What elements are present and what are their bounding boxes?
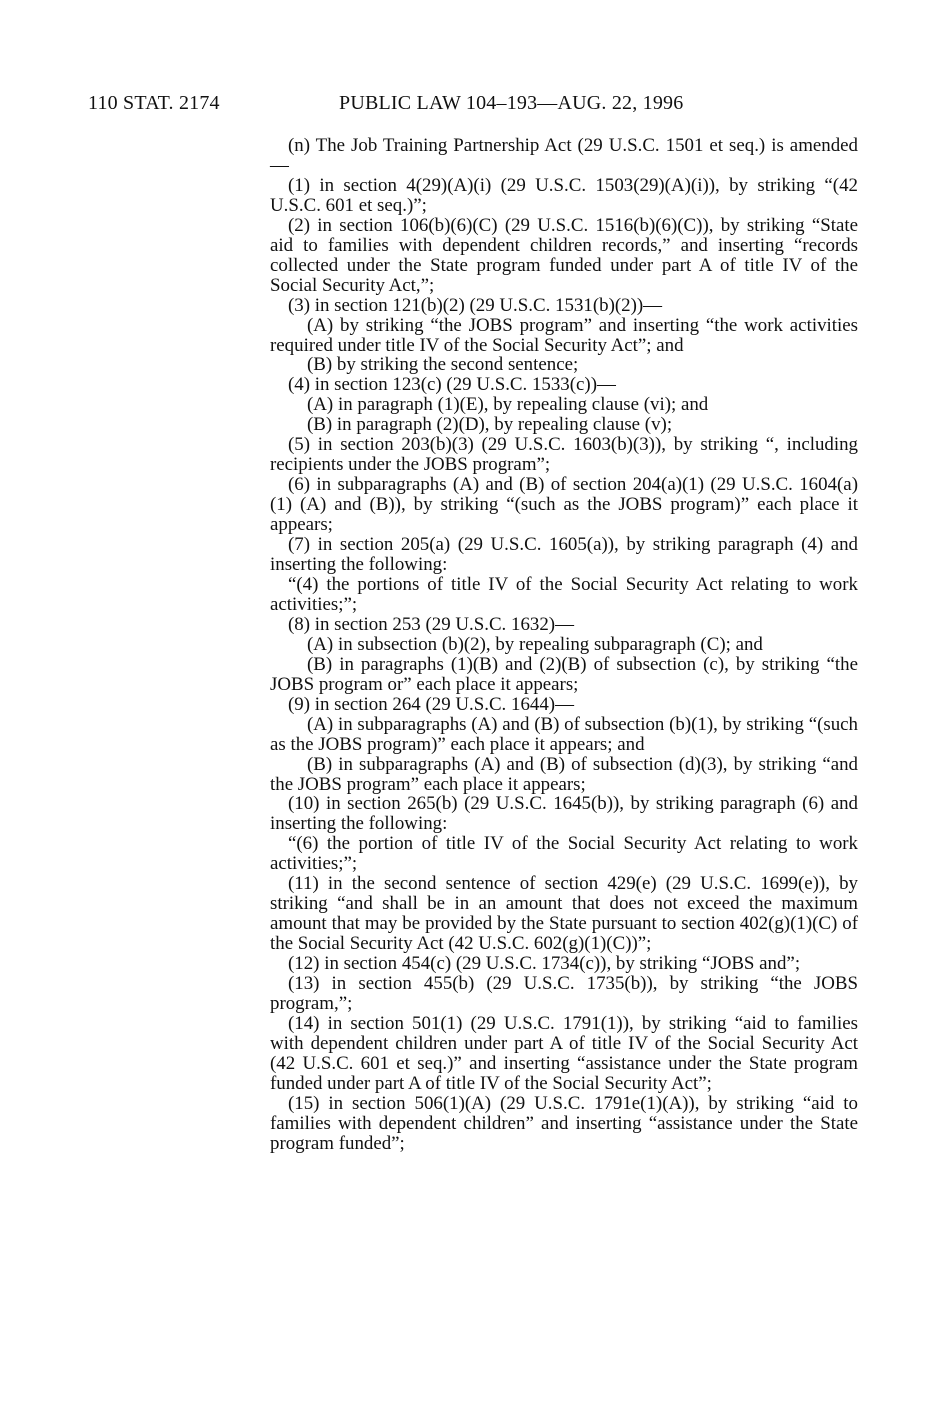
paragraph: (6) in subparagraphs (A) and (B) of section 204(a)(1) (29 U.S.C. 1604(a)(1) (A) and (B)), by striking “(such as the JOBS program)” each place it appears; — [270, 474, 858, 536]
public-law-title: PUBLIC LAW 104–193—AUG. 22, 1996 — [339, 92, 684, 114]
paragraph: (B) in paragraph (2)(D), by repealing clause (v); — [307, 414, 673, 436]
body-text — [270, 136, 858, 1154]
paragraph: (7) in section 205(a) (29 U.S.C. 1605(a)), by striking paragraph (4) and inserting the following: — [270, 534, 858, 576]
paragraph: (n) The Job Training Partnership Act (29 U.S.C. 1501 et seq.) is amended— — [270, 135, 858, 176]
paragraph: (B) in subparagraphs (A) and (B) of subsection (d)(3), by striking “and the JOBS program” each place it appears; — [270, 753, 858, 795]
paragraph: (10) in section 265(b) (29 U.S.C. 1645(b)), by striking paragraph (6) and inserting the following: — [270, 793, 858, 835]
paragraph: “(4) the portions of title IV of the Social Security Act relating to work activities;”; — [270, 573, 858, 615]
paragraph: (9) in section 264 (29 U.S.C. 1644)— — [288, 693, 574, 715]
paragraph: (14) in section 501(1) (29 U.S.C. 1791(1)), by striking “aid to families with dependent children under part A of title IV of the Social Security Act (42 U.S.C. 601 et seq.)” and inserting “assistance under the State program funded under part A of title IV of the Social Security Act”; — [270, 1012, 858, 1094]
page-header — [88, 92, 868, 116]
paragraph: (12) in section 454(c) (29 U.S.C. 1734(c)), by striking “JOBS and”; — [288, 953, 801, 975]
paragraph: (15) in section 506(1)(A) (29 U.S.C. 1791e(1)(A)), by striking “aid to families with dependent children” and inserting “assistance under the State program funded”; — [270, 1092, 858, 1154]
paragraph: (B) by striking the second sentence; — [307, 354, 579, 376]
paragraph: (1) in section 4(29)(A)(i) (29 U.S.C. 1503(29)(A)(i)), by striking “(42 U.S.C. 601 et seq.)”; — [270, 174, 858, 216]
paragraph: (5) in section 203(b)(3) (29 U.S.C. 1603(b)(3)), by striking “, including recipients under the JOBS program”; — [270, 434, 858, 476]
paragraph: (3) in section 121(b)(2) (29 U.S.C. 1531(b)(2))— — [288, 294, 663, 316]
statute-citation: 110 STAT. 2174 — [88, 92, 220, 114]
paragraph: “(6) the portion of title IV of the Social Security Act relating to work activities;”; — [270, 833, 858, 875]
paragraph: (A) in paragraph (1)(E), by repealing clause (vi); and — [307, 394, 709, 416]
paragraph: (8) in section 253 (29 U.S.C. 1632)— — [288, 613, 574, 635]
paragraph: (A) in subsection (b)(2), by repealing subparagraph (C); and — [307, 633, 763, 655]
paragraph: (13) in section 455(b) (29 U.S.C. 1735(b)), by striking “the JOBS program,”; — [270, 973, 858, 1014]
paragraph: (11) in the second sentence of section 429(e) (29 U.S.C. 1699(e)), by striking “and shall be in an amount that does not exceed the maximum amount that may be provided by the State pursuant to section 402(g)(1)(C) of the Social Security Act (42 U.S.C. 602(g)(1)(C))”; — [270, 873, 858, 955]
paragraph: (A) by striking “the JOBS program” and inserting “the work activities required under title IV of the Social Security Act”; and — [270, 314, 858, 356]
paragraph: (4) in section 123(c) (29 U.S.C. 1533(c))— — [288, 374, 616, 396]
paragraph: (A) in subparagraphs (A) and (B) of subsection (b)(1), by striking “(such as the JOBS program)” each place it appears; and — [270, 713, 858, 755]
paragraph: (B) in paragraphs (1)(B) and (2)(B) of subsection (c), by striking “the JOBS program or” each place it appears; — [270, 653, 858, 695]
paragraph: (2) in section 106(b)(6)(C) (29 U.S.C. 1516(b)(6)(C)), by striking “State aid to families with dependent children records,” and inserting “records collected under the State program funded under part A of title IV of the Social Security Act,”; — [270, 214, 858, 296]
